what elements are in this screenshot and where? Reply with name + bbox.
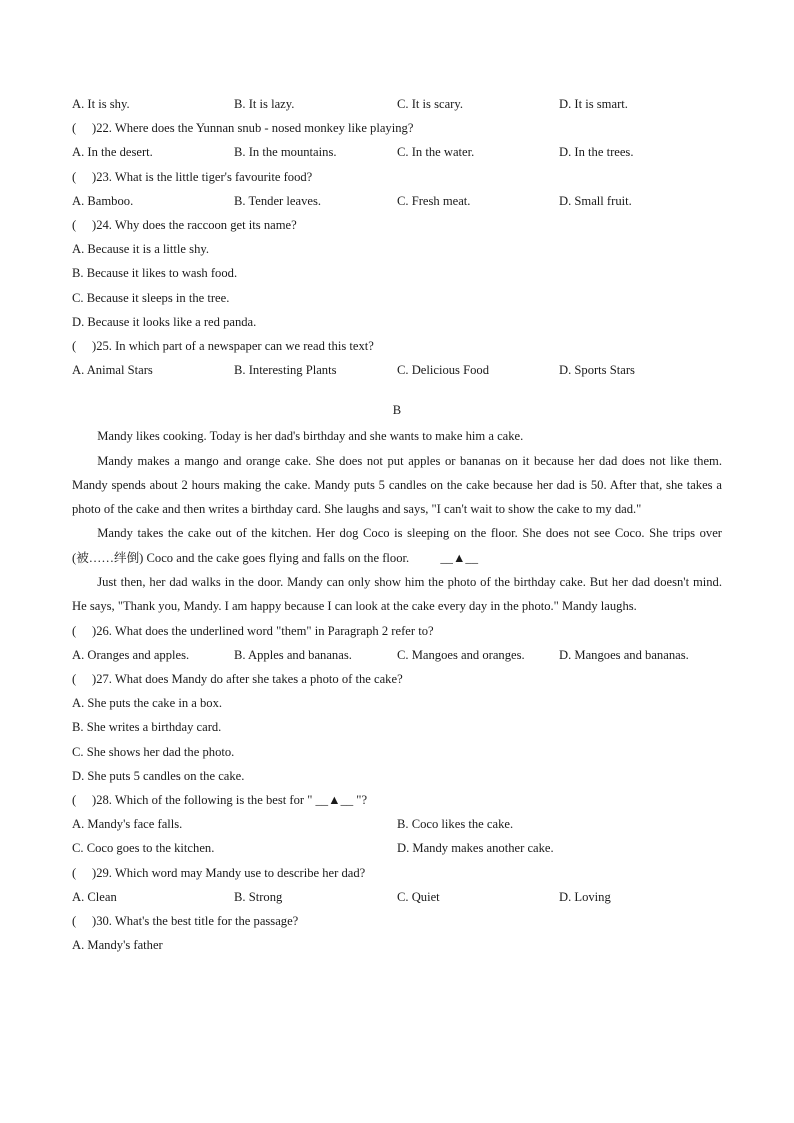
passage-paragraph-1: Mandy likes cooking. Today is her dad's birthday and she wants to make him a cake. xyxy=(97,429,524,444)
q21-options xyxy=(72,92,722,116)
answer-paren[interactable]: ( xyxy=(72,913,77,928)
paragraph-text: Mandy takes the cake out of the kitchen. Her dog Coco is sleeping on the floor. She does not see Coco. She trips over (被……绊倒) Coco and the cake goes flying and falls on the floor. xyxy=(72,526,722,565)
option-a: A. Because it is a little shy. xyxy=(72,242,209,257)
option-d: D. Loving xyxy=(559,889,611,904)
option-d: D. It is smart. xyxy=(559,97,628,111)
answer-paren[interactable]: ( xyxy=(72,792,77,807)
question-25 xyxy=(72,334,722,358)
option-d: D. Small fruit. xyxy=(559,193,632,208)
option-c: C. Delicious Food xyxy=(397,363,490,378)
question-text: )30. What's the best title for the passage? xyxy=(92,913,299,928)
option-a: A. She puts the cake in a box. xyxy=(72,696,223,711)
option-d: D. In the trees. xyxy=(559,145,634,160)
answer-paren[interactable]: ( xyxy=(72,338,77,353)
option-c: C. Coco goes to the kitchen. xyxy=(72,841,215,856)
option-a: A. Clean xyxy=(72,889,117,904)
option-b: B. Strong xyxy=(234,889,283,904)
section-heading: B xyxy=(392,403,402,418)
q25-options xyxy=(72,358,722,382)
option-b: B. Because it likes to wash food. xyxy=(72,266,238,281)
blank-marker: __▲__ xyxy=(440,550,478,565)
question-22 xyxy=(72,116,722,140)
answer-paren[interactable]: ( xyxy=(72,169,77,184)
option-b: B. She writes a birthday card. xyxy=(72,720,222,735)
question-23 xyxy=(72,165,722,189)
option-c: C. It is scary. xyxy=(397,97,463,111)
passage-paragraph-2: Mandy makes a mango and orange cake. She does not put apples or bananas on it because her dad does not like them. Mandy spends about 2 hours making the cake. Mandy puts 5 candles on the cake because her dad is 50. After that, she takes a photo of the cake and then writes a birthday card. She laughs and says, "I can't wait to show the cake to my dad." xyxy=(72,453,722,517)
option-b: B. Tender leaves. xyxy=(234,193,322,208)
q29-options xyxy=(72,885,722,909)
question-text: )27. What does Mandy do after she takes a photo of the cake? xyxy=(92,672,403,686)
option-c: C. Quiet xyxy=(397,889,440,904)
q23-options xyxy=(72,189,722,213)
option-d: D. Mangoes and bananas. xyxy=(559,647,689,662)
option-d: D. Because it looks like a red panda. xyxy=(72,314,257,329)
option-c: C. Fresh meat. xyxy=(397,193,471,208)
question-text: )25. In which part of a newspaper can we read this text? xyxy=(92,338,374,353)
option-c: C. She shows her dad the photo. xyxy=(72,744,235,759)
option-b: B. It is lazy. xyxy=(234,97,295,111)
answer-paren[interactable]: ( xyxy=(72,865,77,880)
option-d: D. Mandy makes another cake. xyxy=(397,841,554,856)
question-29 xyxy=(72,861,722,885)
option-a: A. Animal Stars xyxy=(72,363,153,378)
option-a: A. In the desert. xyxy=(72,145,153,160)
question-text: )26. What does the underlined word "them" in Paragraph 2 refer to? xyxy=(92,623,434,638)
q22-options xyxy=(72,140,722,164)
question-text: )29. Which word may Mandy use to describe her dad? xyxy=(92,865,366,880)
option-b: B. Apples and bananas. xyxy=(234,647,352,662)
option-d: D. She puts 5 candles on the cake. xyxy=(72,768,245,783)
worksheet-page xyxy=(72,92,722,957)
answer-paren[interactable]: ( xyxy=(72,672,77,686)
option-c: C. In the water. xyxy=(397,145,475,160)
answer-paren[interactable]: ( xyxy=(72,217,77,232)
option-a: A. Bamboo. xyxy=(72,193,134,208)
q28-options-row-1 xyxy=(72,812,722,836)
option-a: A. Oranges and apples. xyxy=(72,647,190,662)
question-text: )28. Which of the following is the best for " __▲__ "? xyxy=(92,792,368,807)
passage-paragraph-3 xyxy=(72,521,722,570)
answer-paren[interactable]: ( xyxy=(72,623,77,638)
option-c: C. Because it sleeps in the tree. xyxy=(72,290,230,305)
question-28 xyxy=(72,788,722,812)
passage-paragraph-4: Just then, her dad walks in the door. Mandy can only show him the photo of the birthday cake. But her dad doesn't mind. He says, "Thank you, Mandy. I am happy because I can look at the cake every day in the photo." Mandy laughs. xyxy=(72,575,722,614)
option-d: D. Sports Stars xyxy=(559,363,635,378)
q28-options-row-2 xyxy=(72,836,722,860)
option-a: A. Mandy's father xyxy=(72,938,163,953)
question-26 xyxy=(72,619,722,643)
q26-options xyxy=(72,643,722,667)
question-27 xyxy=(72,667,722,691)
option-a: A. Mandy's face falls. xyxy=(72,817,183,832)
option-b: B. In the mountains. xyxy=(234,145,337,160)
option-b: B. Interesting Plants xyxy=(234,363,337,378)
question-text: )23. What is the little tiger's favourite food? xyxy=(92,169,313,184)
question-24 xyxy=(72,213,722,237)
question-text: )24. Why does the raccoon get its name? xyxy=(92,217,297,232)
answer-paren[interactable]: ( xyxy=(72,121,77,136)
option-a: A. It is shy. xyxy=(72,97,130,111)
question-30 xyxy=(72,909,722,933)
option-b: B. Coco likes the cake. xyxy=(397,817,514,832)
option-c: C. Mangoes and oranges. xyxy=(397,647,525,662)
question-text: )22. Where does the Yunnan snub - nosed monkey like playing? xyxy=(92,121,414,136)
